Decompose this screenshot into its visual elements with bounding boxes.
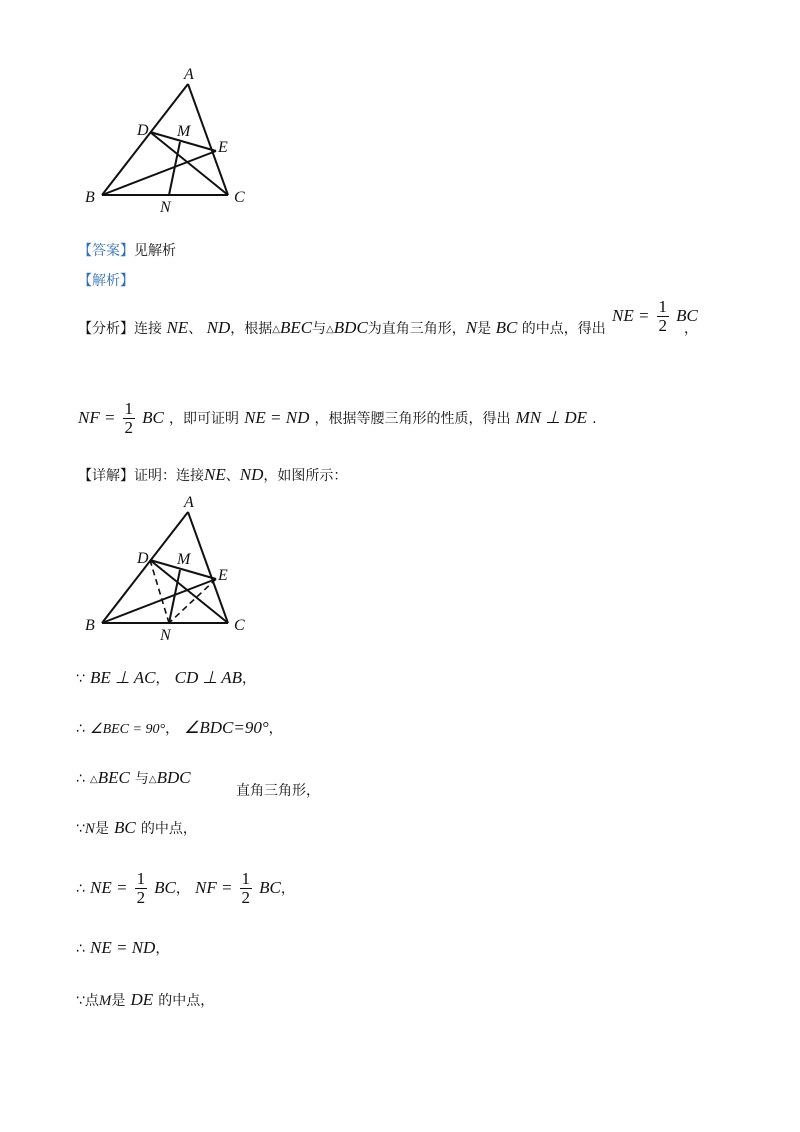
math-bc: BC	[495, 318, 518, 337]
separator: 、	[225, 468, 240, 484]
math-be-perp-ac: BE ⊥ AC	[90, 668, 156, 687]
eq-rhs: BC	[676, 306, 698, 325]
fraction-half	[657, 298, 670, 335]
proof-text: 是	[111, 993, 126, 1009]
label-b: B	[85, 617, 95, 634]
proof-text: 直角三角形，	[236, 783, 320, 799]
therefore-symbol: ∴	[76, 721, 85, 737]
answer-tag: 【答案】	[78, 243, 134, 259]
label-e: E	[218, 567, 228, 584]
label-a: A	[184, 66, 194, 83]
numerator: 1	[136, 869, 146, 888]
comma: ，	[175, 881, 190, 897]
triangle-symbol: △	[148, 774, 157, 785]
eq-lhs: NE =	[90, 878, 128, 897]
math-n: N	[465, 318, 478, 337]
answer-text: 见解析	[134, 243, 176, 259]
separator: 、	[188, 321, 203, 337]
fenxi-text: 是	[477, 321, 492, 337]
math-angle-bdc: ∠BDC=90°	[184, 718, 269, 737]
detail-text: ，如图所示：	[263, 468, 348, 484]
comma: ，	[280, 881, 295, 897]
label-n: N	[160, 199, 171, 216]
numerator: 1	[241, 869, 251, 888]
detail-text: 证明：连接	[134, 468, 204, 484]
math-bdc: BDC	[156, 768, 191, 787]
fenxi-line-1	[78, 318, 606, 338]
eq-lhs: NF =	[78, 408, 116, 427]
detail-line	[78, 465, 347, 485]
eq-rhs: BC	[259, 878, 281, 897]
proof-line-1	[76, 668, 256, 688]
fenxi-text: 的中点，得出	[521, 321, 606, 337]
proof-line-3	[76, 768, 191, 788]
eq-rhs: BC	[142, 408, 164, 427]
numerator: 1	[124, 399, 134, 418]
triangle-figure-1	[80, 62, 260, 217]
denominator: 2	[241, 888, 251, 907]
math-nd: ND	[206, 318, 231, 337]
comma: ，	[242, 671, 256, 687]
label-d: D	[137, 550, 149, 567]
math-angle-bec: ∠BEC = 90°	[90, 722, 166, 737]
math-bec: BEC	[97, 768, 130, 787]
math-bec: BEC	[279, 318, 313, 337]
eq-lhs: NE =	[612, 306, 650, 325]
eq-lhs: NF =	[194, 878, 233, 897]
math-bdc: BDC	[333, 318, 368, 337]
comma: ，	[165, 721, 180, 737]
because-symbol: ∵	[76, 821, 85, 837]
therefore-symbol: ∴	[76, 881, 85, 897]
because-symbol: ∵	[76, 671, 85, 687]
fenxi-text: 与	[312, 321, 327, 337]
fraction-half	[123, 400, 136, 437]
period: .	[592, 411, 597, 427]
label-d: D	[137, 122, 149, 139]
fraction-half	[135, 870, 148, 907]
label-m: M	[177, 551, 191, 568]
proof-text: 是	[94, 821, 109, 837]
triangle-symbol: △	[272, 324, 280, 335]
label-b: B	[85, 189, 95, 206]
comma: ，	[155, 671, 170, 687]
proof-text: 与	[134, 771, 149, 787]
triangle-symbol: △	[90, 774, 98, 785]
math-ne-eq-nd: NE = ND	[90, 938, 156, 957]
label-n: N	[160, 627, 171, 644]
eq-rhs: BC	[154, 878, 176, 897]
comma: ，	[268, 721, 283, 737]
math-ne: NE	[166, 318, 189, 337]
triangle-symbol: △	[326, 324, 334, 335]
fraction-half	[240, 870, 253, 907]
denominator: 2	[658, 316, 668, 335]
math-nd: ND	[239, 465, 264, 484]
fenxi-text: 为直角三角形，	[367, 321, 466, 337]
proof-line-5	[76, 870, 295, 907]
math-mn-perp-de: MN ⊥ DE	[515, 408, 588, 427]
label-a: A	[184, 494, 194, 511]
proof-line-6	[76, 938, 169, 958]
math-ne-eq-nd: NE = ND	[244, 408, 310, 427]
comma: ，	[155, 941, 170, 957]
triangle-figure-2	[80, 490, 260, 645]
analysis-tag: 【解析】	[78, 273, 134, 289]
proof-line-2	[76, 718, 283, 738]
answer-line	[78, 240, 176, 260]
fenxi-text: ，根据等腰三角形的性质，得出	[314, 411, 511, 427]
comma: ，	[684, 321, 698, 337]
proof-text: 的中点，	[158, 993, 215, 1009]
math-n: N	[84, 821, 95, 837]
proof-line-4	[76, 818, 197, 838]
label-c: C	[234, 617, 245, 634]
detail-tag: 【详解】	[78, 468, 134, 484]
label-e: E	[218, 139, 228, 156]
proof-text: 点	[84, 993, 99, 1009]
dashed-nd	[150, 560, 169, 623]
fenxi-line-2	[78, 400, 597, 437]
label-m: M	[177, 123, 191, 140]
proof-text: 的中点，	[140, 821, 197, 837]
fenxi-text: ，即可证明	[168, 411, 239, 427]
math-m: M	[98, 993, 112, 1009]
math-de: DE	[130, 990, 154, 1009]
math-cd-perp-ab: CD ⊥ AB	[174, 668, 242, 687]
fenxi-text: 连接	[134, 321, 162, 337]
label-c: C	[234, 189, 245, 206]
therefore-symbol: ∴	[76, 771, 85, 787]
because-symbol: ∵	[76, 993, 85, 1009]
denominator: 2	[124, 418, 134, 437]
math-ne: NE	[204, 465, 226, 484]
numerator: 1	[658, 297, 668, 316]
fenxi-text: ，根据	[230, 321, 273, 337]
proof-line-7	[76, 990, 214, 1010]
therefore-symbol: ∴	[76, 941, 85, 957]
math-bc: BC	[114, 818, 136, 837]
denominator: 2	[136, 888, 146, 907]
fenxi-tag: 【分析】	[78, 321, 134, 337]
